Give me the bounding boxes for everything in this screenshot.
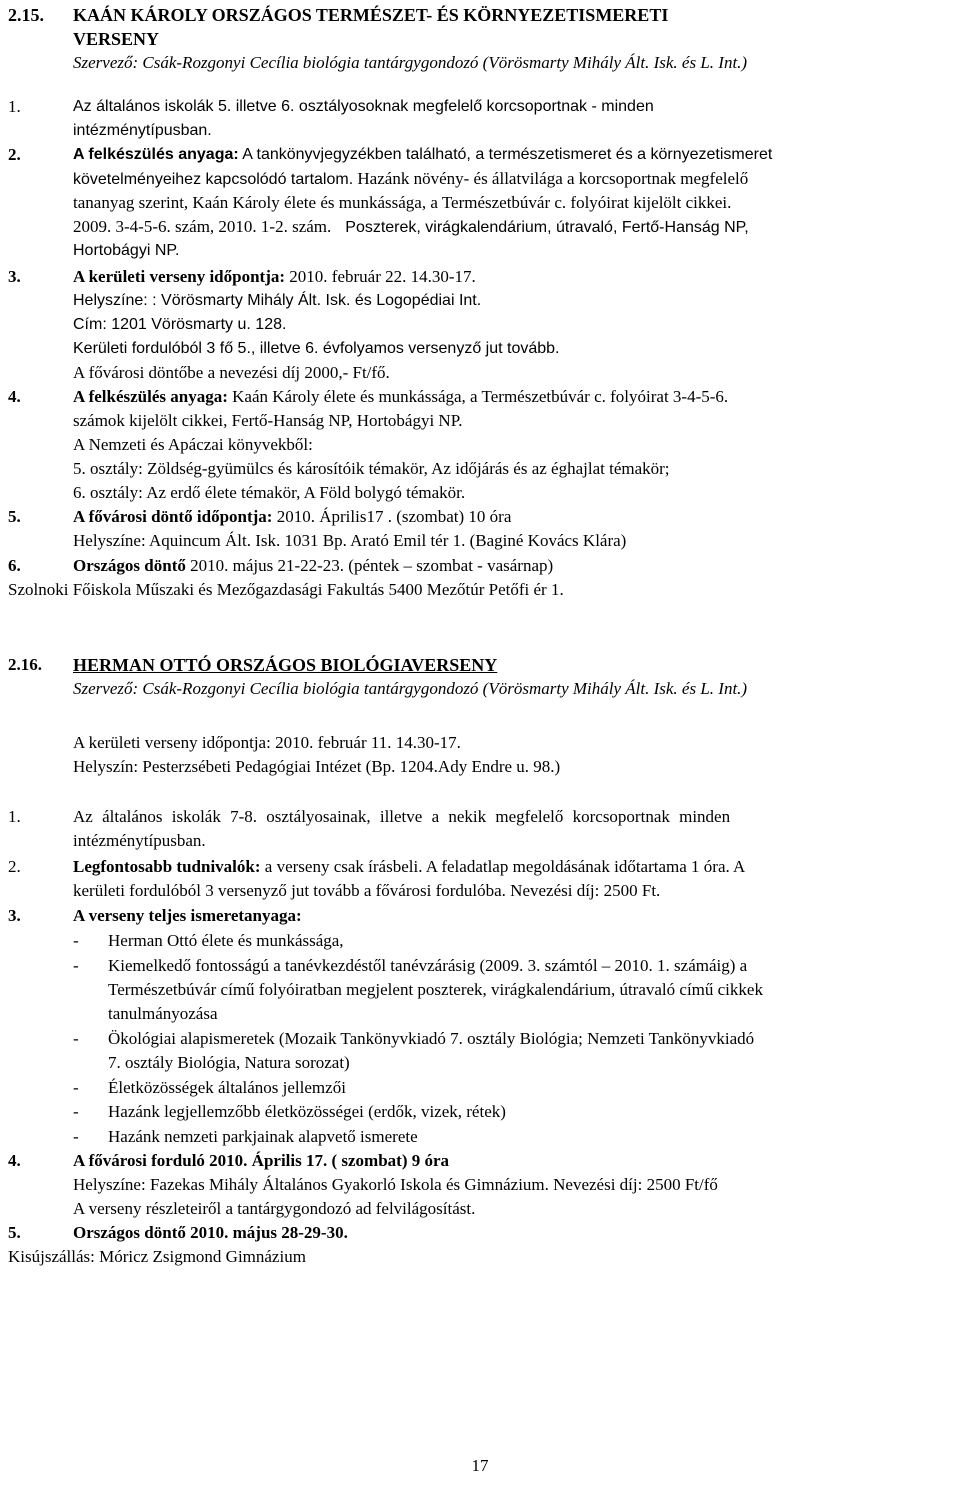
item-number: 2. bbox=[8, 857, 21, 876]
item-number: 3. bbox=[8, 906, 21, 925]
item-number: 3. bbox=[8, 267, 21, 286]
label: Országos döntő 2010. május 28-29-30. bbox=[73, 1223, 348, 1242]
paragraph-line: A verseny részleteiről a tantárgygondozó ad felvilágosítást. bbox=[73, 1199, 476, 1218]
paragraph-line: Az általános iskolák 5. illetve 6. osztályosoknak megfelelő korcsoportnak - minden bbox=[73, 98, 654, 115]
item-number: 5. bbox=[8, 507, 21, 526]
paragraph-line: Helyszíne: Aquincum Ált. Isk. 1031 Bp. Arató Emil tér 1. (Baginé Kovács Klára) bbox=[73, 531, 627, 550]
text: Hazánk növény- és állatvilága a korcsoportnak megfelelő bbox=[353, 169, 749, 188]
paragraph-line: A fővárosi döntőbe a nevezési díj 2000,- Ft/fő. bbox=[73, 363, 390, 382]
dash-bullet: - bbox=[73, 956, 79, 975]
list-item-cont: tanulmányozása bbox=[108, 1004, 218, 1023]
section-number: 2.16. bbox=[8, 655, 42, 674]
label: A fővárosi döntő időpontja: bbox=[73, 507, 273, 526]
paragraph-line: Kisújszállás: Móricz Zsigmond Gimnázium bbox=[8, 1247, 306, 1266]
paragraph-line: 5. osztály: Zöldség-gyümülcs és károsítóik témakör, Az időjárás és az éghajlat témakör; bbox=[73, 459, 670, 478]
paragraph-line: A Nemzeti és Apáczai könyvekből: bbox=[73, 435, 313, 454]
paragraph-line bbox=[73, 856, 745, 878]
text: 2010. február 22. 14.30-17. bbox=[285, 267, 476, 286]
list-item: Kiemelkedő fontosságú a tanévkezdéstől tanévzárásig (2009. 3. számtól – 2010. 1. számáig) a bbox=[108, 956, 748, 975]
paragraph-line: Az általános iskolák 7-8. osztályosainak, illetve a nekik megfelelő korcsoportnak minden bbox=[73, 807, 731, 826]
list-item-cont: Természetbúvár című folyóiratban megjelent poszterek, virágkalendárium, útravaló című cikkek bbox=[108, 980, 763, 999]
section-title: KAÁN KÁROLY ORSZÁGOS TERMÉSZET- ÉS KÖRNYEZETISMERETI bbox=[73, 5, 669, 25]
text: követelményeihez kapcsolódó tartalom. bbox=[73, 171, 354, 188]
paragraph-line: Helyszíne: Fazekas Mihály Általános Gyakorló Iskola és Gimnázium. Nevezési díj: 2500 Ft/fő bbox=[73, 1175, 718, 1194]
page-number: 17 bbox=[471, 1456, 489, 1475]
label: Országos döntő bbox=[73, 556, 186, 575]
organizer-line: Szervező: Csák-Rozgonyi Cecília biológia tantárgygondozó (Vörösmarty Mihály Ált. Isk. és L. Int.) bbox=[73, 679, 748, 698]
dash-bullet: - bbox=[73, 1102, 79, 1121]
item-number: 1. bbox=[8, 97, 21, 116]
paragraph-line: Hortobágyi NP. bbox=[73, 242, 180, 259]
text: 2010. Április17 . (szombat) 10 óra bbox=[272, 507, 512, 526]
text: A tankönyvjegyzékben található, a természetismeret és a környezetismeret bbox=[238, 146, 773, 163]
text: Kaán Károly élete és munkássága, a Természetbúvár c. folyóirat 3-4-5-6. bbox=[227, 387, 729, 406]
dash-bullet: - bbox=[73, 1078, 79, 1097]
item-number: 5. bbox=[8, 1223, 21, 1242]
paragraph-line: intézménytípusban. bbox=[73, 122, 212, 139]
date-line: A kerületi verseny időpontja: 2010. február 11. 14.30-17. bbox=[73, 733, 461, 752]
label: A fővárosi forduló 2010. Április 17. ( szombat) 9 óra bbox=[73, 1151, 450, 1170]
section-number: 2.15. bbox=[8, 5, 44, 25]
paragraph-line: Helyszíne: : Vörösmarty Mihály Ált. Isk. és Logopédiai Int. bbox=[73, 292, 482, 309]
paragraph-line: 6. osztály: Az erdő élete témakör, A Föld bolygó témakör. bbox=[73, 483, 466, 502]
item-number: 4. bbox=[8, 1151, 21, 1170]
label: A kerületi verseny időpontja: bbox=[73, 267, 286, 286]
text: 2009. 3-4-5-6. szám, 2010. 1-2. szám. bbox=[73, 217, 332, 236]
paragraph-line bbox=[73, 266, 476, 288]
paragraph-line: Kerületi fordulóból 3 fő 5., illetve 6. évfolyamos versenyző jut tovább. bbox=[73, 340, 560, 357]
list-item-cont: 7. osztály Biológia, Natura sorozat) bbox=[108, 1053, 350, 1072]
text: Poszterek, virágkalendárium, útravaló, Fertő-Hanság NP, bbox=[345, 219, 749, 236]
paragraph-line bbox=[73, 216, 749, 239]
item-number: 2. bbox=[8, 145, 21, 164]
paragraph-line bbox=[73, 506, 511, 528]
list-item: Ökológiai alapismeretek (Mozaik Tankönyvkiadó 7. osztály Biológia; Nemzeti Tankönyvkiadó bbox=[108, 1029, 755, 1048]
paragraph-line bbox=[73, 386, 728, 408]
paragraph-line: Cím: 1201 Vörösmarty u. 128. bbox=[73, 316, 287, 333]
paragraph-line: számok kijelölt cikkei, Fertő-Hanság NP, Hortobágyi NP. bbox=[73, 411, 463, 430]
label: A felkészülés anyaga: bbox=[73, 387, 228, 406]
paragraph-line: kerületi fordulóból 3 versenyző jut tovább a fővárosi fordulóba. Nevezési díj: 2500 Ft. bbox=[73, 881, 661, 900]
organizer-line: Szervező: Csák-Rozgonyi Cecília biológia tantárgygondozó (Vörösmarty Mihály Ált. Isk. és L. Int.) bbox=[73, 53, 748, 72]
dash-bullet: - bbox=[73, 1127, 79, 1146]
dash-bullet: - bbox=[73, 931, 79, 950]
list-item: Herman Ottó élete és munkássága, bbox=[108, 931, 344, 950]
paragraph-line: Szolnoki Főiskola Műszaki és Mezőgazdasági Fakultás 5400 Mezőtúr Petőfi ér 1. bbox=[8, 580, 564, 599]
paragraph-line bbox=[73, 144, 772, 166]
item-number: 1. bbox=[8, 807, 21, 826]
item-number: 4. bbox=[8, 387, 21, 406]
list-item: Életközösségek általános jellemzői bbox=[108, 1078, 346, 1097]
label: A felkészülés anyaga: bbox=[73, 146, 239, 163]
list-item: Hazánk legjellemzőbb életközösségei (erdők, vizek, rétek) bbox=[108, 1102, 506, 1121]
paragraph-line bbox=[73, 555, 553, 577]
paragraph-line bbox=[73, 168, 748, 191]
label: Legfontosabb tudnivalók: bbox=[73, 857, 261, 876]
paragraph-line: tananyag szerint, Kaán Károly élete és munkássága, a Természetbúvár c. folyóirat kijelölt cikkei. bbox=[73, 193, 732, 212]
section-title-cont: VERSENY bbox=[73, 29, 160, 49]
list-item: Hazánk nemzeti parkjainak alapvető ismerete bbox=[108, 1127, 418, 1146]
text: a verseny csak írásbeli. A feladatlap megoldásának időtartama 1 óra. A bbox=[260, 857, 746, 876]
label: A verseny teljes ismeretanyaga: bbox=[73, 906, 302, 925]
section-title: HERMAN OTTÓ ORSZÁGOS BIOLÓGIAVERSENY bbox=[73, 655, 498, 675]
dash-bullet: - bbox=[73, 1029, 79, 1048]
paragraph-line: intézménytípusban. bbox=[73, 831, 206, 850]
place-line: Helyszín: Pesterzsébeti Pedagógiai Intézet (Bp. 1204.Ady Endre u. 98.) bbox=[73, 757, 561, 776]
text: 2010. május 21-22-23. (péntek – szombat - vasárnap) bbox=[185, 556, 554, 575]
item-number: 6. bbox=[8, 556, 21, 575]
